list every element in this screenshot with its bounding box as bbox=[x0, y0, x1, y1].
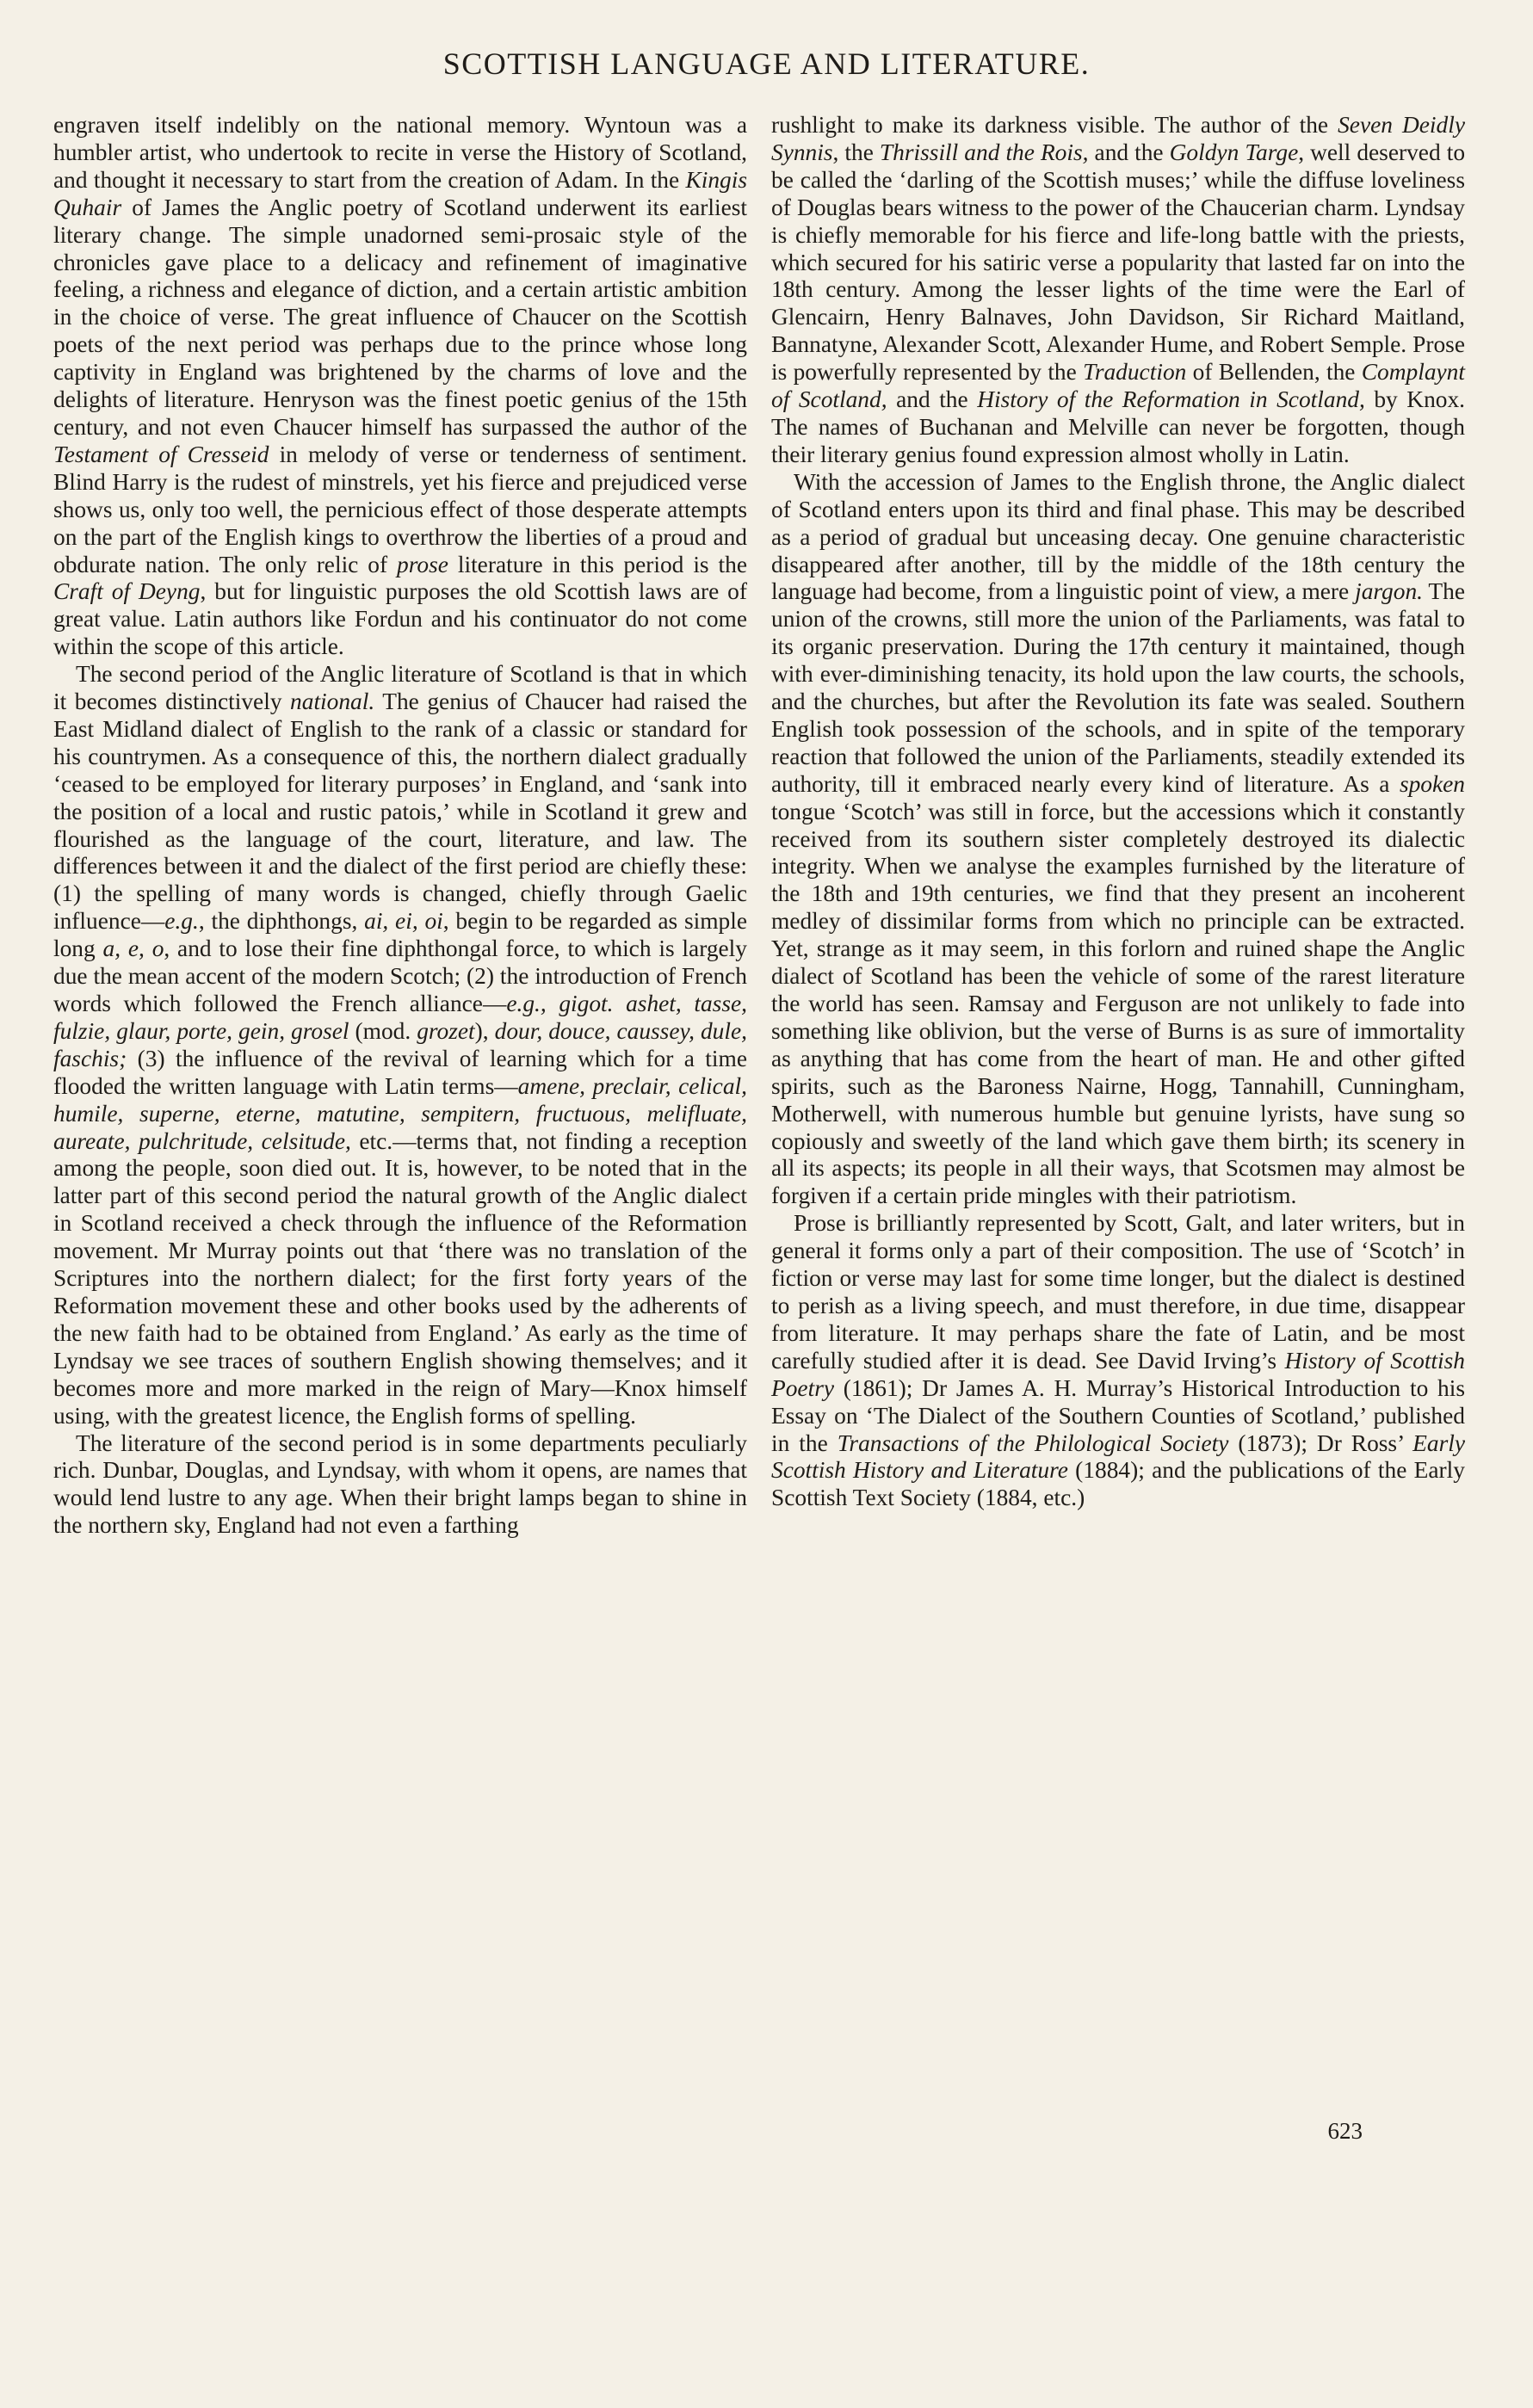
italic-run: spoken bbox=[1399, 770, 1465, 797]
italic-run: dour, douce, caussey, dule, faschis; bbox=[53, 1017, 747, 1071]
italic-run: Kingis Quhair bbox=[53, 166, 747, 220]
italic-run: Goldyn Targe bbox=[1169, 139, 1299, 165]
italic-run: Craft of Deyng bbox=[53, 578, 201, 605]
italic-run: Transactions of the Philological Society bbox=[837, 1429, 1229, 1456]
italic-run: History of Scottish Poetry bbox=[771, 1347, 1466, 1401]
left-column bbox=[53, 112, 747, 1540]
page-number: 623 bbox=[1327, 2118, 1363, 2144]
italic-run: amene, preclair, celical, humile, superne, eterne, matutine, sempitern, fructuous, melifluate, aureate, pulchritude, celsitude, bbox=[53, 1072, 747, 1154]
italic-run: Complaynt of Scotland, bbox=[771, 359, 1465, 413]
italic-run: Testament of Cresseid bbox=[53, 441, 269, 467]
italic-run: Thrissill and the Rois, bbox=[879, 139, 1089, 165]
paragraph: The second period of the Anglic literature of Scotland is that in which it becomes distinctively national. The genius of Chaucer had raised the East Midland dialect of English to the rank of a classic or standard for his countrymen. As a consequence of this, the northern dialect gradually ‘ceased to be employed for literary purposes’ in England, and ‘sank into the position of a local and rustic patois,’ while in Scotland it grew and flourished as the language of the court, literature, and law. The differences between it and the dialect of the first period are chiefly these: (1) the spelling of many words is changed, chiefly through Gaelic influence—e.g., the diphthongs, ai, ei, oi, begin to be regarded as simple long a, e, o, and to lose their fine diphthongal force, to which is largely due the mean accent of the modern Scotch; (2) the introduction of French words which followed the French alliance—e.g., gigot. ashet, tasse, fulzie, glaur, porte, gein, grosel (mod. grozet), dour, douce, caussey, dule, faschis; (3) the influence of the revival of learning which for a time flooded the written language with Latin terms—amene, preclair, celical, humile, superne, eterne, matutine, sempitern, fructuous, melifluate, aureate, pulchritude, celsitude, etc.—terms that, not finding a reception among the people, soon died out. It is, however, to be noted that in the latter part of this second period the natural growth of the Anglic dialect in Scotland received a check through the influence of the Reformation movement. Mr Murray points out that ‘there was no translation of the Scriptures into the northern dialect; for the first forty years of the Reformation movement these and other books used by the adherents of the new faith had to be obtained from England.’ As early as the time of Lyndsay we see traces of southern English showing themselves; and it becomes more and more marked in the reign of Mary—Knox himself using, with the greatest licence, the English forms of spelling. bbox=[53, 661, 747, 1429]
italic-run: Traduction bbox=[1083, 359, 1187, 386]
paragraph: rushlight to make its darkness visible. The author of the Seven Deidly Synnis, the Thrissill and the Rois, and the Goldyn Targe, well deserved to be called the ‘darling of the Scottish muses;’ while the diffuse loveliness of Douglas bears witness to the power of the Chaucerian charm. Lyndsay is chiefly memorable for his fierce and life-long battle with the priests, which secured for his satiric verse a popularity that lasted far on into the 18th century. Among the lesser lights of the time were the Earl of Glencairn, Henry Balnaves, John Davidson, Sir Richard Maitland, Bannatyne, Alexander Scott, Alexander Hume, and Robert Semple. Prose is powerfully represented by the Traduction of Bellenden, the Complaynt of Scotland, and the History of the Reformation in Scotland, by Knox. The names of Buchanan and Melville can never be forgotten, though their literary genius found expression almost wholly in Latin. bbox=[771, 112, 1466, 467]
italic-run: a, e, o bbox=[102, 935, 164, 962]
italic-run: Early Scottish History and Literature bbox=[771, 1429, 1465, 1484]
italic-run: ai, ei, oi bbox=[364, 908, 443, 935]
italic-run: prose bbox=[397, 551, 448, 577]
running-head: SCOTTISH LANGUAGE AND LITERATURE. bbox=[442, 46, 1091, 81]
paragraph: Prose is brilliantly represented by Scott, Galt, and later writers, but in general it forms only a part of their composition. The use of ‘Scotch’ in fiction or verse may last for some time longer, but the dialect is destined to perish as a living speech, and must therefore, in due time, disappear from literature. It may perhaps share the fate of Latin, and be most carefully studied after it is dead. See David Irving’s History of Scottish Poetry (1861); Dr James A. H. Murray’s Historical Introduction to his Essay on ‘The Dialect of the Southern Counties of Scotland,’ published in the Transactions of the Philological Society (1873); Dr Ross’ Early Scottish History and Literature (1884); and the publications of the Early Scottish Text Society (1884, etc.) bbox=[771, 1210, 1466, 1511]
paragraph: engraven itself indelibly on the national memory. Wyntoun was a humbler artist, who undertook to recite in verse the History of Scotland, and thought it necessary to start from the creation of Adam. In the Kingis Quhair of James the Anglic poetry of Scotland underwent its earliest literary change. The simple unadorned semi-prosaic style of the chronicles gave place to a delicacy and refinement of imaginative feeling, a richness and elegance of diction, and a certain artistic ambition in the choice of verse. The great influence of Chaucer on the Scottish poets of the next period was perhaps due to the prince whose long captivity in England was brightened by the charms of love and the delights of literature. Henryson was the finest poetic genius of the 15th century, and not even Chaucer himself has surpassed the author of the Testament of Cresseid in melody of verse or tenderness of sentiment. Blind Harry is the rudest of minstrels, yet his fierce and prejudiced verse shows us, only too well, the pernicious effect of those desperate attempts on the part of the English kings to overthrow the liberties of a proud and obdurate nation. The only relic of prose literature in this period is the Craft of Deyng, but for linguistic purposes the old Scottish laws are of great value. Latin authors like Fordun and his continuator do not come within the scope of this article. bbox=[53, 112, 747, 660]
italic-run: jargon. bbox=[1355, 578, 1423, 605]
paragraph: With the accession of James to the English throne, the Anglic dialect of Scotland enters upon its third and final phase. This may be described as a period of gradual but unceasing decay. One genuine characteristic disappeared after another, till by the middle of the 18th century the language had become, from a linguistic point of view, a mere jargon. The union of the crowns, still more the union of the Parliaments, was fatal to its organic preservation. During the 17th century it maintained, though with ever-diminishing tenacity, its hold upon the law courts, the schools, and the churches, but after the Revolution its fate was sealed. Southern English took possession of the schools, and in spite of the temporary reaction that followed the union of the Parliaments, steadily extended its authority, till it embraced nearly every kind of literature. As a spoken tongue ‘Scotch’ was still in force, but the accessions which it constantly received from its southern sister completely destroyed its dialectic integrity. When we analyse the examples furnished by the literature of the 18th and 19th centuries, we find that they present an incoherent medley of dissimilar forms from which no principle can be extracted. Yet, strange as it may seem, in this forlorn and ruined shape the Anglic dialect of Scotland has been the vehicle of some of the rarest literature the world has seen. Ramsay and Ferguson are not unlikely to fade into something like oblivion, but the verse of Burns is as sure of immortality as anything that has come from the heart of man. He and other gifted spirits, such as the Baroness Nairne, Hogg, Tannahill, Cunningham, Motherwell, with numerous humble but genuine lyrists, have sung so copiously and sweetly of the land which gave them birth; its scenery in all its aspects; its people in all their ways, that Scotsmen may almost be forgiven if a certain pride mingles with their patriotism. bbox=[771, 468, 1465, 1209]
italic-run: History of the Reformation in Scotland, bbox=[977, 386, 1365, 413]
right-column bbox=[771, 112, 1465, 1512]
italic-run: grozet bbox=[417, 1017, 475, 1044]
italic-run: e.g., gigot. ashet, tasse, fulzie, glaur, porte, gein, grosel bbox=[53, 991, 747, 1044]
italic-run: Seven Deidly Synnis bbox=[771, 112, 1465, 165]
paragraph: The literature of the second period is in some departments peculiarly rich. Dunbar, Douglas, and Lyndsay, with whom it opens, are names that would lend lustre to any age. When their bright lamps began to shine in the northern sky, England had not even a farthing bbox=[53, 1429, 747, 1539]
italic-run: e.g. bbox=[164, 908, 199, 935]
italic-run: national. bbox=[290, 688, 375, 715]
